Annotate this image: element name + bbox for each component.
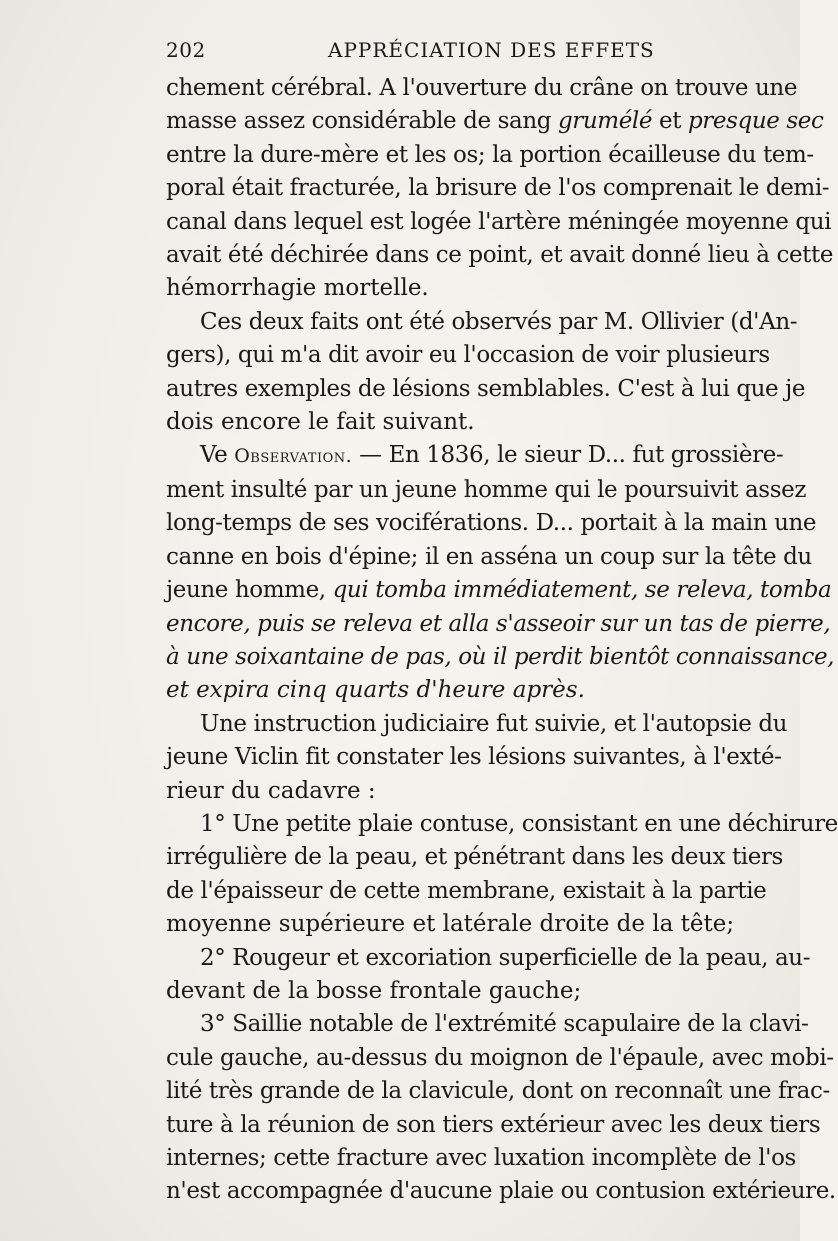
text-segment: 1° Une petite plaie contuse, consistant en une déchirure — [200, 810, 838, 837]
text-segment: devant de la bosse frontale gauche; — [166, 977, 582, 1004]
text-line — [166, 1042, 834, 1075]
text-segment: canal dans lequel est logée l'artère méningée moyenne qui — [166, 208, 832, 235]
text-line — [166, 942, 811, 975]
text-segment: et — [652, 108, 688, 135]
text-line — [166, 474, 807, 507]
text-line — [166, 507, 817, 540]
text-line — [166, 172, 830, 205]
text-segment: dois encore le fait suivant. — [166, 409, 475, 436]
text-line — [166, 306, 798, 339]
text-line — [166, 439, 784, 473]
page-number: 202 — [166, 38, 206, 62]
body-text — [166, 72, 838, 1209]
text-line — [166, 373, 806, 406]
small-caps-text: Observation. — [234, 445, 353, 468]
text-line — [166, 406, 762, 439]
italic-text: encore, puis se releva et alla s'asseoir sur un tas de pierre, — [166, 610, 831, 637]
text-segment: de l'épaisseur de cette membrane, existait à la partie — [166, 877, 767, 904]
text-segment: 3° Saillie notable de l'extrémité scapulaire de la clavi- — [200, 1011, 809, 1038]
text-line — [166, 339, 770, 372]
text-line — [166, 875, 767, 908]
text-line — [166, 1142, 796, 1175]
text-line — [166, 105, 824, 138]
italic-text: grumélé — [557, 108, 653, 135]
text-line — [166, 975, 762, 1008]
running-head: APPRÉCIATION DES EFFETS — [328, 38, 655, 62]
text-segment: hémorrhagie mortelle. — [166, 275, 429, 302]
text-line — [166, 272, 762, 305]
text-segment: chement cérébral. A l'ouverture du crâne on trouve une — [166, 75, 798, 101]
text-segment: internes; cette fracture avec luxation incomplète de l'os — [166, 1145, 796, 1171]
text-line — [166, 206, 832, 239]
text-segment: 2° Rougeur et excoriation superficielle de la peau, au- — [200, 944, 811, 971]
text-segment: n'est accompagnée d'aucune plaie ou contusion extérieure. — [166, 1178, 836, 1205]
text-segment: — En 1836, le sieur D... fut grossière- — [352, 442, 784, 469]
text-line — [166, 574, 832, 607]
text-line — [166, 708, 788, 741]
text-line — [166, 1175, 836, 1208]
text-line — [166, 641, 835, 674]
text-segment: entre la dure-mère et les os; la portion écailleuse du tem- — [166, 141, 814, 168]
text-line — [166, 741, 782, 774]
text-segment: canne en bois d'épine; il en asséna un coup sur la tête du — [166, 543, 812, 570]
text-line — [166, 541, 812, 574]
text-segment: Ve — [200, 442, 235, 469]
text-segment: long-temps de ses vociférations. D... portait à la main une — [166, 510, 817, 537]
text-line — [166, 775, 762, 808]
page-header — [162, 36, 762, 66]
text-segment: jeune Viclin fit constater les lésions suivantes, à l'exté- — [166, 744, 782, 771]
text-line — [166, 1109, 821, 1142]
italic-text: et expira cinq quarts d'heure après. — [166, 677, 585, 704]
text-line — [166, 239, 834, 272]
text-segment: masse assez considérable de sang — [166, 108, 558, 135]
text-segment: rieur du cadavre : — [166, 777, 376, 804]
text-segment: lité très grande de la clavicule, dont on reconnaît une frac- — [166, 1078, 830, 1105]
text-segment: avait été déchirée dans ce point, et avait donné lieu à cette — [166, 242, 834, 269]
text-line — [166, 608, 831, 641]
text-segment: ture à la réunion de son tiers extérieur avec les deux tiers — [166, 1111, 821, 1138]
text-line — [166, 139, 814, 172]
italic-text: à une soixantaine de pas, où il perdit bientôt connaissance, — [166, 643, 835, 670]
text-line — [166, 908, 762, 941]
text-line — [166, 1075, 830, 1108]
text-line — [166, 808, 838, 841]
text-segment: moyenne supérieure et latérale droite de la tête; — [166, 911, 735, 938]
text-segment: ment insulté par un jeune homme qui le poursuivit assez — [166, 476, 807, 503]
text-segment: gers), qui m'a dit avoir eu l'occasion de voir plusieurs — [166, 342, 770, 369]
text-segment: poral était fracturée, la brisure de l'os comprenait le demi- — [166, 175, 830, 202]
italic-text: qui tomba immédiatement, se releva, tomba — [332, 577, 832, 604]
italic-text: presque sec — [687, 108, 824, 135]
text-line — [166, 674, 762, 707]
text-segment: cule gauche, au-dessus du moignon de l'épaule, avec mobi- — [166, 1044, 834, 1071]
text-segment: jeune homme, — [166, 577, 333, 604]
text-line — [166, 841, 783, 874]
text-segment: Une instruction judiciaire fut suivie, et l'autopsie du — [200, 710, 788, 737]
text-line — [166, 72, 798, 105]
text-segment: irrégulière de la peau, et pénétrant dans les deux tiers — [166, 844, 783, 871]
text-segment: autres exemples de lésions semblables. C'est à lui que je — [166, 375, 806, 402]
text-segment: Ces deux faits ont été observés par M. Ollivier (d'An- — [200, 308, 798, 335]
text-line — [166, 1008, 809, 1041]
